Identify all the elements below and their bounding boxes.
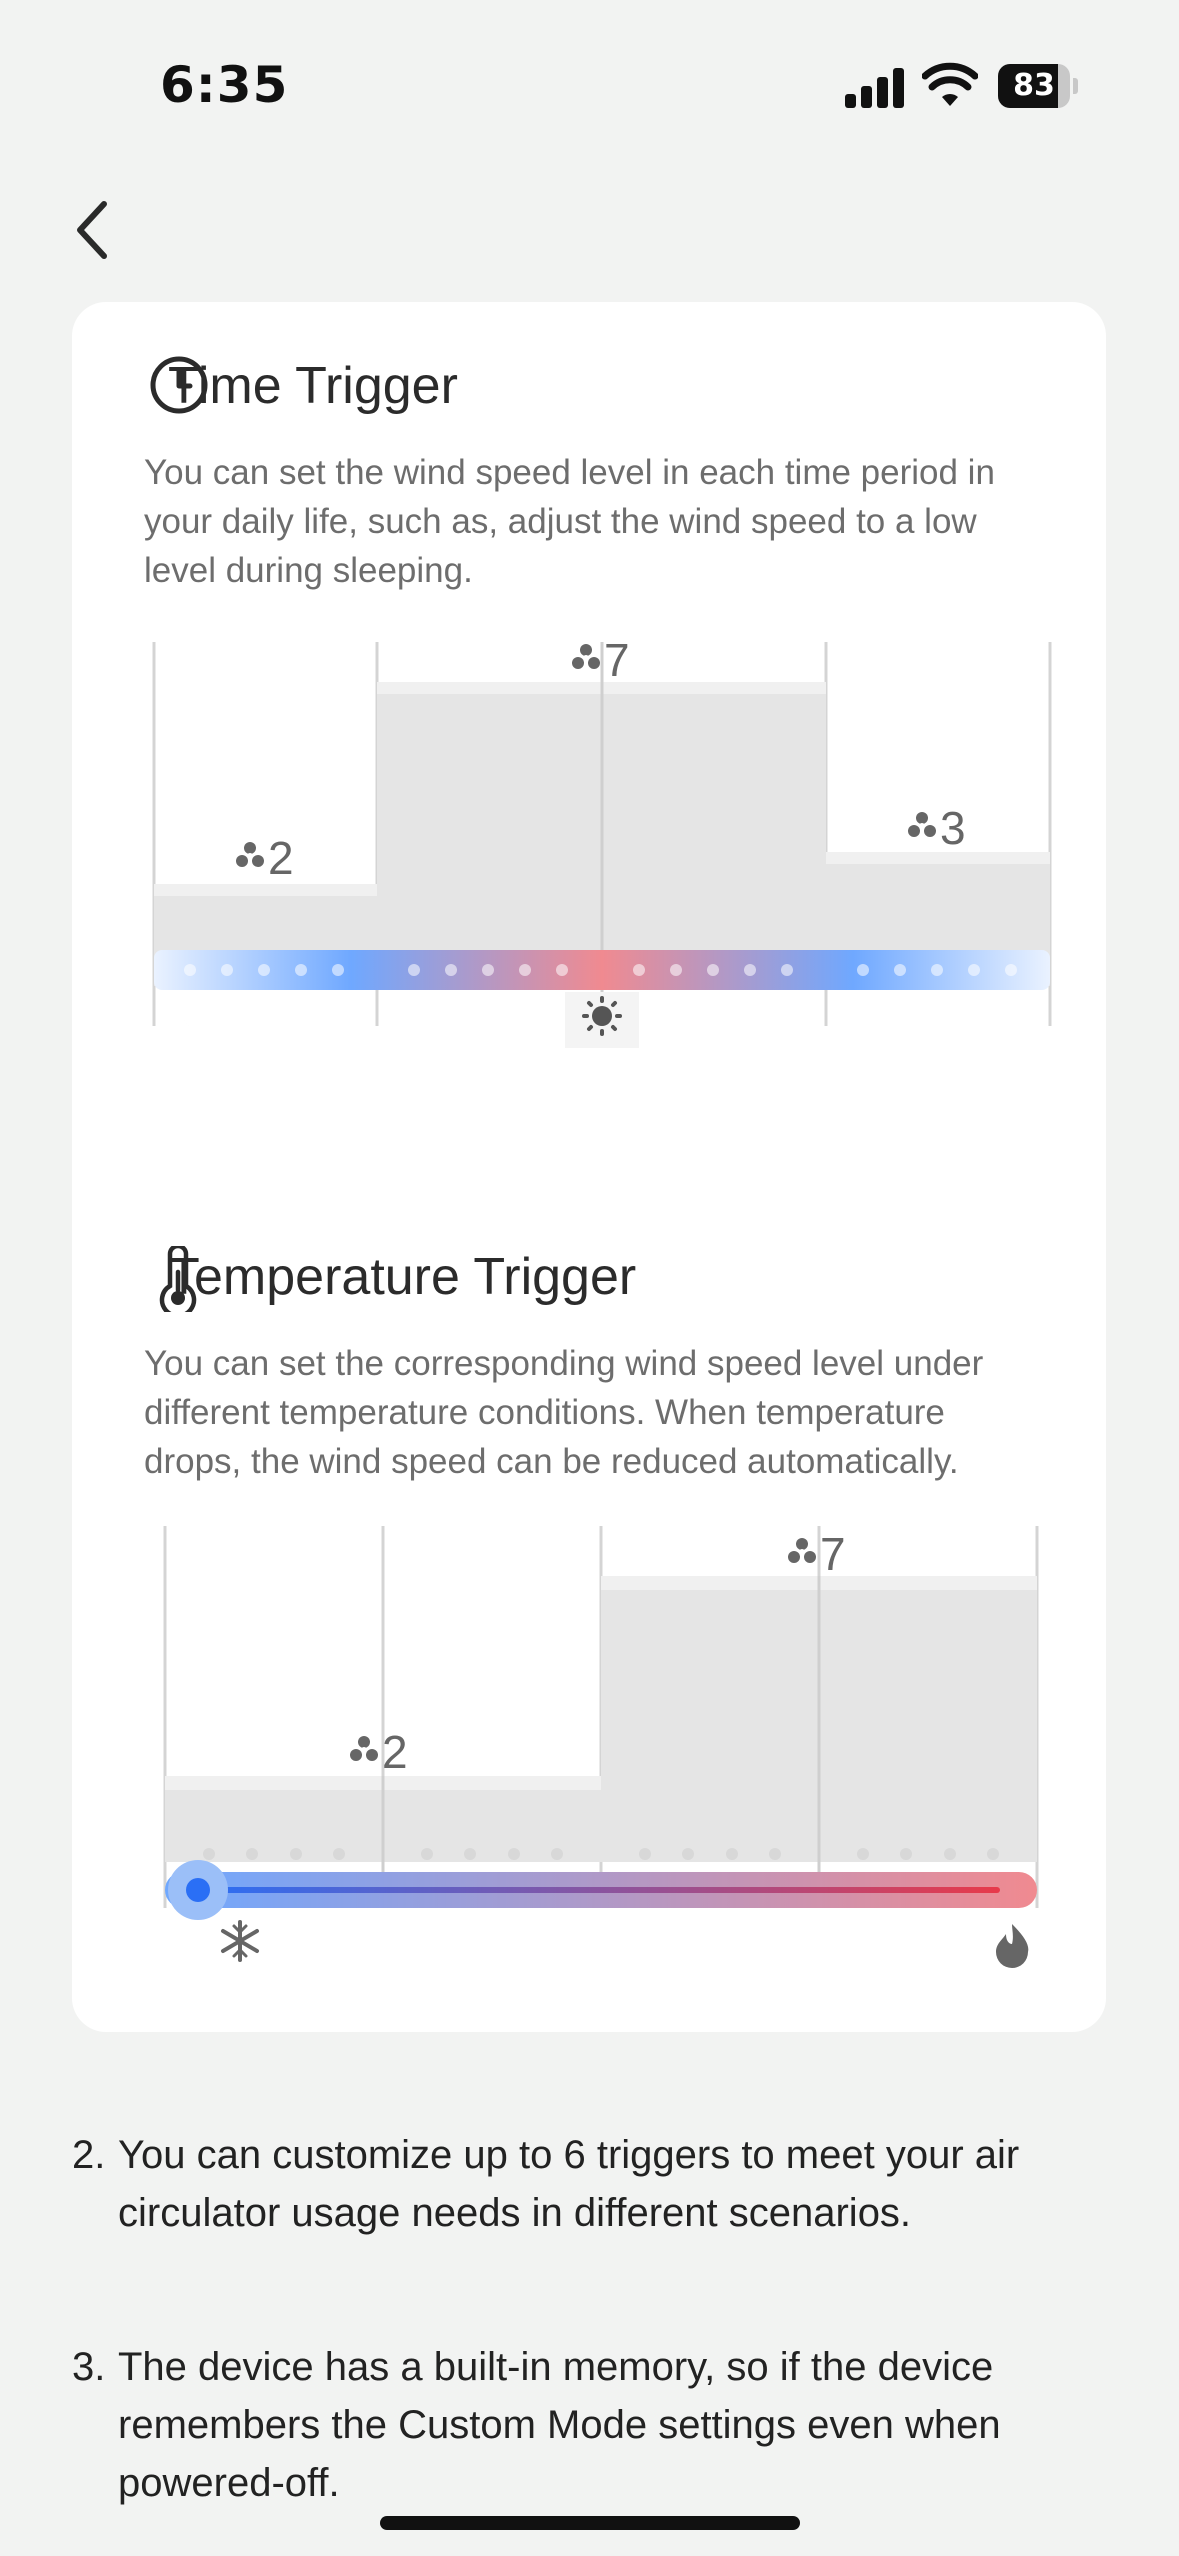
- temperature-trigger-title: Temperature Trigger: [168, 1248, 637, 1306]
- time-level-2: 7: [604, 640, 630, 686]
- note-number: 2.: [72, 2133, 106, 2177]
- chevron-left-icon: [66, 192, 126, 267]
- status-bar: [0, 0, 1179, 150]
- note-item-3: [72, 2338, 1132, 2512]
- battery-level: 83: [1013, 68, 1055, 103]
- note-number: 3.: [72, 2345, 106, 2389]
- fan-icon: [788, 1538, 816, 1563]
- temperature-slider-handle[interactable]: [168, 1860, 228, 1920]
- time-level-3: 3: [940, 802, 966, 854]
- note-text: You can customize up to 6 triggers to meet your air circulator usage needs in different scenarios.: [118, 2133, 1020, 2235]
- back-button[interactable]: [66, 192, 126, 267]
- time-trigger-title: Time Trigger: [168, 357, 458, 415]
- fan-icon: [350, 1736, 378, 1761]
- sun-icon: [565, 992, 639, 1048]
- note-text: The device has a built-in memory, so if the device remembers the Custom Mode settings even when powered-off.: [118, 2345, 1001, 2505]
- temp-level-1: 2: [382, 1726, 408, 1778]
- temperature-trigger-description: You can set the corresponding wind speed level under different temperature conditions. When temperature drops, the wind speed can be reduced automatically.: [144, 1344, 984, 1481]
- flame-icon: [996, 1924, 1028, 1968]
- time-gradient-track: [154, 950, 1050, 990]
- moon-icon: [1003, 996, 1030, 1030]
- time-level-1: 2: [268, 832, 294, 884]
- temp-level-2: 7: [820, 1528, 846, 1580]
- status-time: 6:35: [160, 56, 289, 114]
- snowflake-icon: [223, 1922, 257, 1960]
- note-item-2: [72, 2126, 1132, 2242]
- signal-icon: [845, 66, 905, 108]
- home-indicator[interactable]: [380, 2516, 800, 2530]
- battery-icon: [998, 64, 1078, 108]
- moon-icon: [183, 996, 210, 1030]
- wifi-icon: [922, 62, 978, 108]
- temperature-trigger-chart: [150, 1524, 1050, 1974]
- time-trigger-chart: [140, 640, 1060, 1060]
- time-trigger-description: You can set the wind speed level in each time period in your daily life, such as, adjust the wind speed to a low level during sleeping.: [144, 453, 995, 590]
